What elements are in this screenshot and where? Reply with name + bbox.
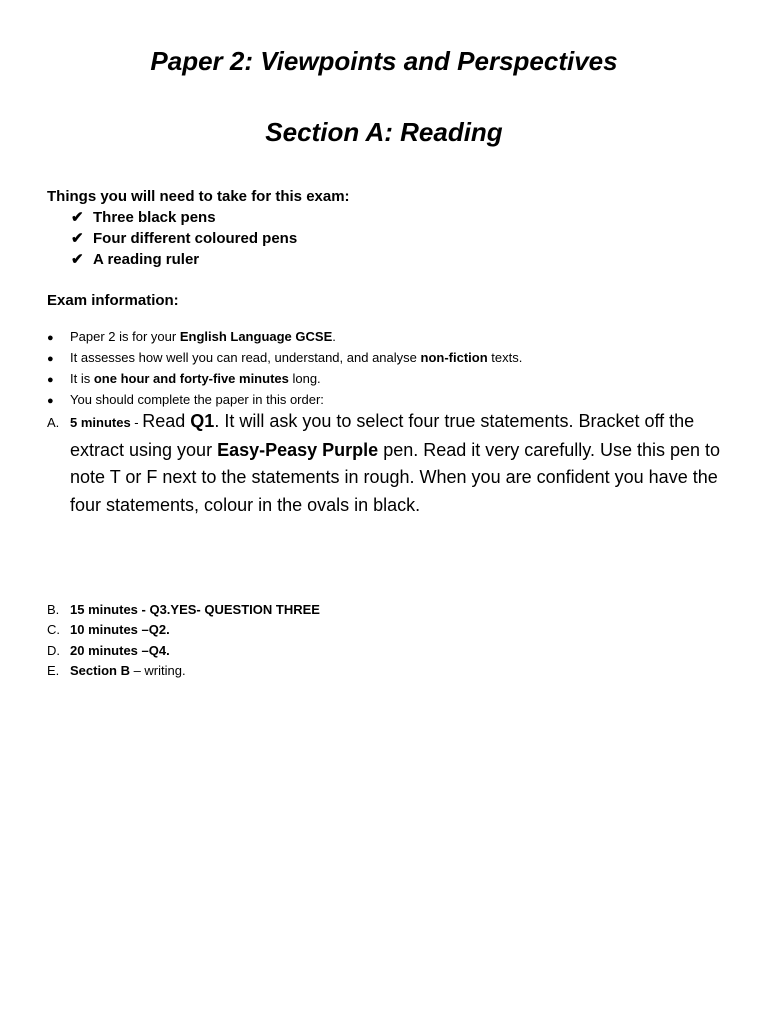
bullet-icon: ● bbox=[47, 353, 54, 365]
checkmark-icon: ✔ bbox=[71, 209, 84, 226]
list-item: ● You should complete the paper in this order: bbox=[47, 389, 522, 410]
exam-info-list bbox=[47, 326, 522, 410]
order-item-b: B. 15 minutes - Q3.YES- QUESTION THREE bbox=[47, 602, 320, 617]
exam-info-heading: Exam information: bbox=[47, 292, 179, 309]
page-title: Paper 2: Viewpoints and Perspectives bbox=[150, 46, 618, 76]
list-item: ● It assesses how well you can read, understand, and analyse non-fiction texts. bbox=[47, 347, 522, 368]
section-title: Section A: Reading bbox=[265, 117, 503, 147]
checkmark-icon: ✔ bbox=[71, 251, 84, 268]
bullet-icon: ● bbox=[47, 374, 54, 386]
order-item-d: D. 20 minutes –Q4. bbox=[47, 643, 170, 658]
bullet-icon: ● bbox=[47, 395, 54, 407]
order-item-c: C. 10 minutes –Q2. bbox=[47, 622, 170, 637]
order-label-a: A. bbox=[47, 415, 60, 430]
needs-heading: Things you will need to take for this exam: bbox=[47, 188, 350, 205]
list-item: ✔ Four different coloured pens bbox=[71, 230, 298, 247]
order-item-a: 5 minutes - Read Q1. It will ask you to select four true statements. Bracket off the extract using your Easy-Peasy Purple pen. Read it very carefully. Use this pen to note T or F next to the statements in rough. When you are confident you have the four statements, colour in the ovals in black. bbox=[70, 411, 721, 515]
list-item: ✔ A reading ruler bbox=[71, 251, 200, 268]
list-item: ● Paper 2 is for your English Language GCSE. bbox=[47, 326, 522, 347]
needs-list bbox=[71, 207, 297, 270]
checkmark-icon: ✔ bbox=[71, 230, 84, 247]
bullet-icon: ● bbox=[47, 332, 54, 344]
order-item-e: E. Section B – writing. bbox=[47, 663, 186, 678]
list-item: ✔ Three black pens bbox=[71, 209, 216, 226]
list-item: ● It is one hour and forty-five minutes long. bbox=[47, 368, 522, 389]
